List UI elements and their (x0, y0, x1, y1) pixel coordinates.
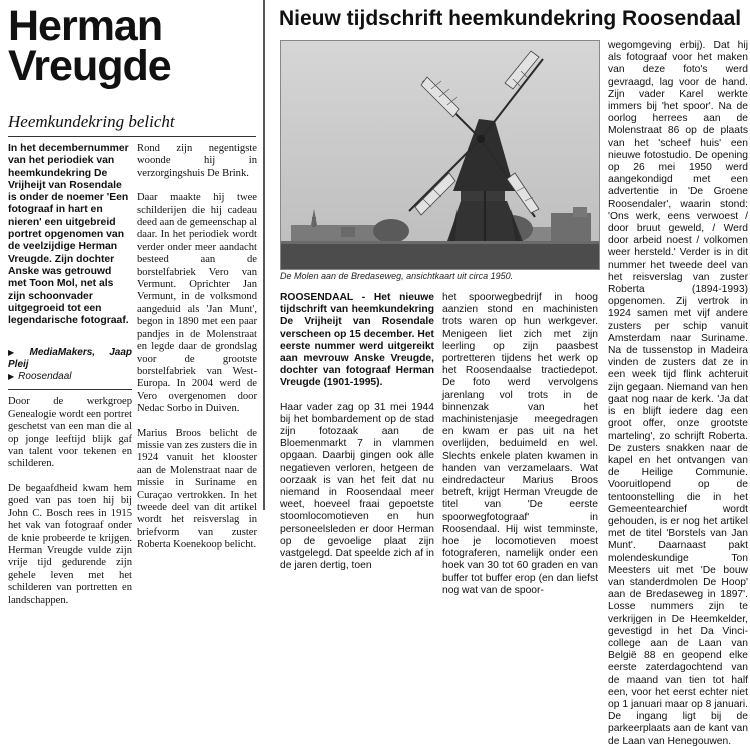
triangle-icon: ▶ (8, 348, 26, 358)
body-paragraph: De begaafdheid kwam hem goed van pas toen hij bij John C. Bosch rees in 1915 het vak van fotograaf onder de knie probeerde te krijgen. Herman Vreugde vulde zijn vrije tijd gedurende zijn gehele leven met het schilderen van portretten en landschappen. (8, 482, 132, 606)
left-article-title: Herman Vreugde (8, 2, 171, 90)
right-column-b (442, 292, 598, 597)
body-paragraph: Daar maakte hij twee schilderijen die hij cadeau deed aan de gemeenschap al daar. In het periodiek wordt verder onder meer aandacht besteed aan de borstelfabriek Vero van Vermunt. Oprichter Jan Vermunt, in de volksmond aangeduid als 'Jan Munt', begon in 1890 met een paar pandjes in de Molenstraat en legde daar de grondslag voor de grootste borstelfabriek van West-Europa. In 2004 werd de Vero overgenomen door Nedac Sorbo in Duiven. (137, 192, 257, 415)
left-column-a (8, 143, 132, 619)
body-paragraph: Door de werkgroep Genealogie wordt een portret geschetst van een man die al op jonge leeftijd blijk gaf van talent voor tekenen en schilderen. (8, 396, 132, 470)
column-divider (263, 0, 265, 510)
byline-divider (8, 389, 132, 390)
intro-paragraph: In het decembernummer van het periodiek van heemkundekring De Vrijheijt van Rosendale is onder de noemer 'Een fotograaf in hart en nieren' een uitgebreid portret opgenomen van de veelzijdige Herman Vreugde. Zijn dochter Anske was getrouwd met Toon Mol, net als zijn schoonvader uitgegroeid tot een legendarische fotograaf. (8, 143, 129, 327)
byline-name: MediaMakers, Jaap Pleij (8, 347, 132, 371)
body-paragraph: wegomgeving erbij). Dat hij als fotograaf voor het maken van deze foto's werd gevraagd, lag voor de hand. Zijn vader Karel werkte immers bij 'het spoor'. Na de oorlog herrees aan de Molenstraat 86 op de plaats van het 'scheef huis' een nieuwe fotostudio. De opening op 26 mei 1950 werd aangekondigd met een advertentie in 'De Groene Roosendaler', waarin stond: 'Ons werk, eens verwoest / door bruut geweld, / Werd door arbeid noest / volkomen weer hersteld.' Verder is in dit nummer het tweede deel van het reisverslag van zuster Roberta (1894-1993) opgenomen. Zij vertrok in 1924 samen met vijf andere zusters per schip vanuit Amsterdam naar Suriname. Na de tussenstop in Madeira vinden de zusters dat ze in een week tijd flink achteruit zijn gegaan. Niemand van hen gaat nog naar de kerk. 'Ja dat is en blijft iedere dag een groot offer, onze grootste marteling', zo schrijft Roberta. De zusters snakken naar de kapel en het ontvangen van de Heilige Communie. Vooruitlopend op de tentoonstelling die in het Gemeentearchief wordt gehouden, is er nog het artikel met de titel 'Borstels van Jan Munt'. Daarnaast pakt molendeskundige Ton Meesters uit met 'De bouw van standerdmolen De Hoop' aan de Bredaseweg in 1897'. Losse nummers zijn te verkrijgen in De Heemkelder, gevestigd in het Da Vinci-college aan de Laan van België 88 en geopend elke eerste zaterdagochtend van de maand van tien tot half een, voor het eerst echter niet op 1 januari maar op 8 januari. De ingang ligt bij de parkeerplaats aan de kant van de Laan van Henegouwen. (608, 40, 748, 747)
right-column-c (608, 40, 748, 748)
windmill-illustration (281, 41, 599, 269)
byline-place: Roosendaal (18, 371, 72, 383)
left-article (0, 0, 262, 606)
title-rule (8, 136, 256, 137)
photo-caption: De Molen aan de Bredaseweg, ansichtkaart uit circa 1950. (280, 271, 514, 281)
right-article-headline: Nieuw tijdschrift heemkundekring Roosendaal (279, 7, 742, 30)
body-paragraph: Marius Broos belicht de missie van zes zusters die in 1924 vanuit het klooster aan de Molenstraat naar de missie in Suriname en Curaçao vertrokken. In het tweede deel van dit artikel wordt het reisverslag in briefvorm van zuster Roberta Koenekoop belicht. (137, 427, 257, 551)
triangle-icon: ▶ (8, 372, 15, 382)
body-paragraph: Rond zijn negentigste woonde hij in verzorgingshuis De Brink. (137, 143, 257, 179)
left-column-b (137, 143, 257, 564)
byline (8, 347, 132, 383)
right-column-a (280, 292, 434, 572)
body-paragraph: Haar vader zag op 31 mei 1944 bij het bombardement op de stad zijn fotozaak aan de Bloemenmarkt 7 in vlammen opgaan. Daarbij gingen ook alle negatieven verloren, hetgeen de oorzaak is van het feit dat nu niemand in Roosendaal meer weet, hoeveel fraai gepoetste stoomlocomotieven en hun personeelsleden er door Herman op de gevoelige plaat zijn vastgelegd. Dat speelde zich af in de jaren dertig, toen (280, 401, 434, 572)
right-article (267, 0, 750, 747)
windmill-photo (280, 40, 600, 270)
lead-paragraph: ROOSENDAAL - Het nieuwe tijdschrift van heemkundekring De Vrijheijt van Rosendale verscheen op 15 december. Het eerste nummer werd uitgereikt aan mevrouw Anske Vreugde, dochter van fotograaf Herman Vreugde (1901-1995). (280, 292, 434, 389)
left-article-subtitle: Heemkundekring belicht (8, 112, 175, 131)
body-paragraph: het spoorwegbedrijf in hoog aanzien stond en machinisten trots waren op hun werkgever. Menigeen liet zich met zijn leerling op zijn paasbest portretteren tijdens het werk op het Roosendaalse tractiedepot. De foto werd vervolgens jarenlang vol trots in de binnenzak van het machinistenjasje meegedragen en kwam er pas uit na het overlijden, beduimeld en wel. Slechts enkele platen kwamen in handen van verzamelaars. Wat eindredacteur Marius Broos betreft, krijgt Herman Vreugde de titel van 'De eerste spoorwegfotograaf' in Roosendaal. Hij wist temminste, hoe je locomotieven moest fotograferen, namelijk onder een hoek van 30 tot 60 graden en van buffer tot buffer erop (en dan liefst nog wat van de spoor- (442, 292, 598, 596)
